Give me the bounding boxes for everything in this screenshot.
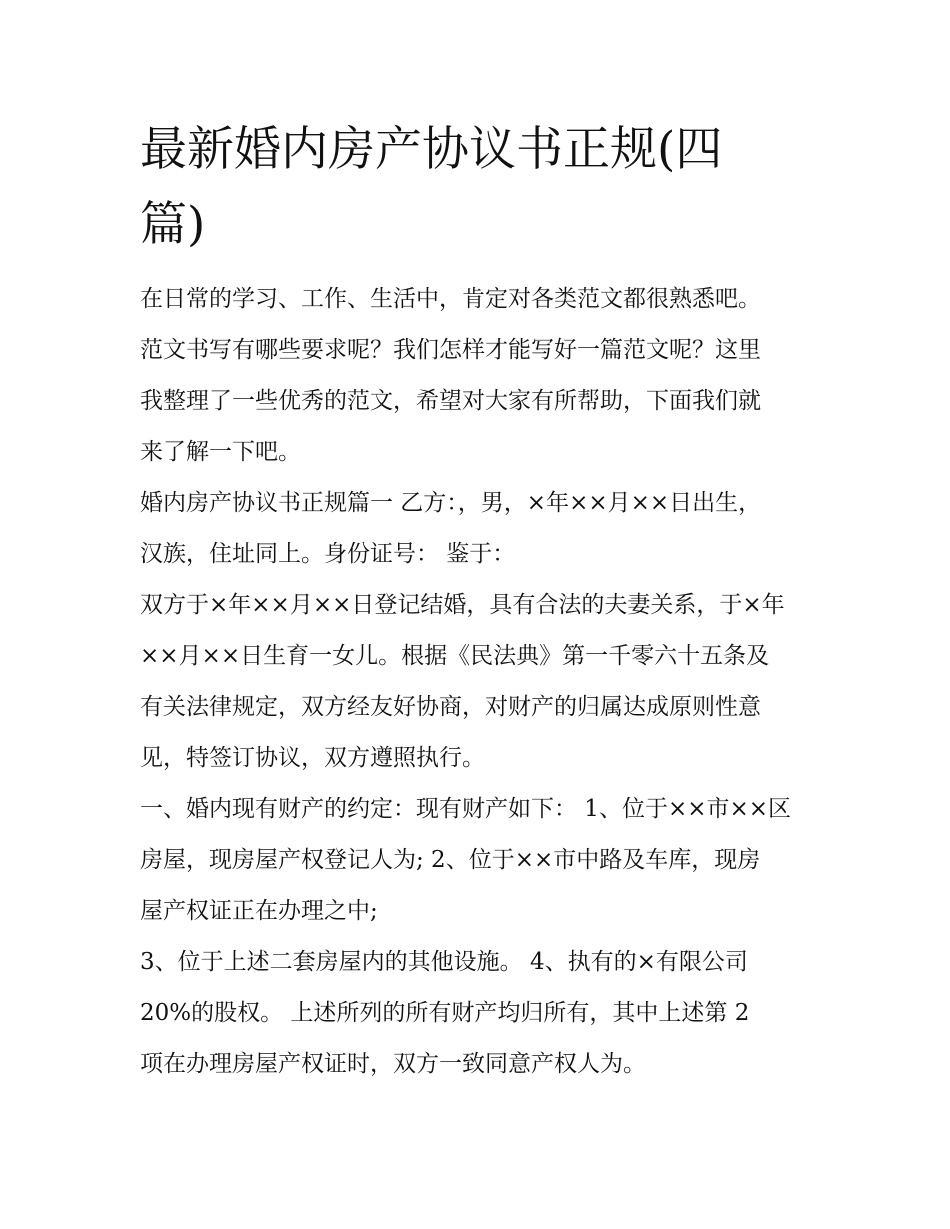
text-line: 双方于×年××月××日登记结婚，具有合法的夫妻关系，于×年: [140, 592, 785, 618]
document-title: [140, 112, 820, 262]
party-paragraph: [140, 478, 820, 580]
text-line: 3、位于上述二套房屋内的其他设施。 4、执有的×有限公司: [140, 949, 748, 975]
facilities-paragraph: [140, 937, 820, 1090]
text-line: 一、婚内现有财产的约定：现有财产如下： 1、位于××市××区: [140, 796, 792, 822]
text-line: 见，特签订协议，双方遵照执行。: [140, 745, 485, 771]
text-line: 在日常的学习、工作、生活中，肯定对各类范文都很熟悉吧。: [140, 286, 761, 312]
text-line: 我整理了一些优秀的范文，希望对大家有所帮助，下面我们就: [140, 388, 761, 414]
text-line: 项在办理房屋产权证时，双方一致同意产权人为。: [140, 1051, 646, 1077]
text-line: 房屋，现房屋产权登记人为; 2、位于××市中路及车库，现房: [140, 847, 761, 873]
text-line: ××月××日生育一女儿。根据《民法典》第一千零六十五条及: [140, 643, 770, 669]
text-line: 汉族，住址同上。身份证号： 鉴于：: [140, 541, 516, 567]
document-body: [140, 274, 820, 1090]
text-line: 范文书写有哪些要求呢？我们怎样才能写好一篇范文呢？这里: [140, 337, 761, 363]
intro-paragraph: [140, 274, 820, 478]
text-line: 屋产权证正在办理之中;: [140, 898, 378, 924]
title-line: 最新婚内房产协议书正规(四: [140, 122, 723, 177]
text-line: 20%的股权。 上述所列的所有财产均归所有，其中上述第 2: [140, 1000, 750, 1026]
text-line: 婚内房产协议书正规篇一 乙方：，男，×年××月××日出生，: [140, 490, 762, 516]
text-line: 来了解一下吧。: [140, 439, 301, 465]
text-line: 有关法律规定，双方经友好协商，对财产的归属达成原则性意: [140, 694, 761, 720]
title-line: 篇): [140, 197, 206, 252]
property-paragraph: [140, 784, 820, 937]
background-paragraph: [140, 580, 820, 784]
